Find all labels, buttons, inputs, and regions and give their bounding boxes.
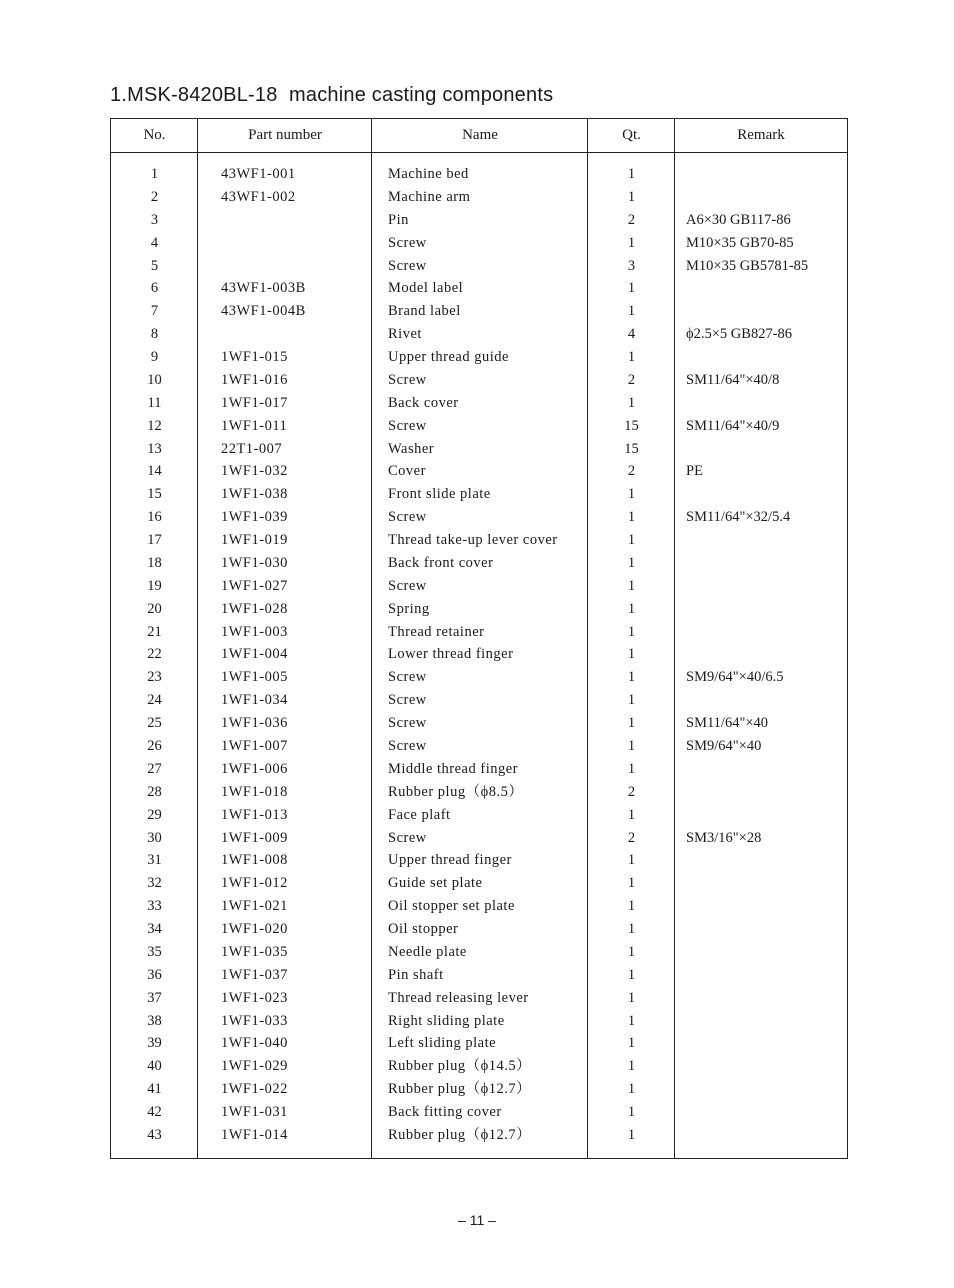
cell-no: 1 <box>150 166 159 182</box>
table-row <box>111 849 847 872</box>
cell-part-number: 1WF1-039 <box>221 509 288 526</box>
cell-part-number: 1WF1-036 <box>221 715 288 732</box>
cell-remark: M10×35 GB5781-85 <box>686 257 809 274</box>
cell-part-number: 1WF1-030 <box>221 554 288 571</box>
cell-qt: 1 <box>627 875 636 892</box>
cell-part-number: 1WF1-037 <box>221 966 288 983</box>
cell-name: Rivet <box>388 326 422 343</box>
cell-no: 41 <box>147 1081 162 1098</box>
cell-no: 12 <box>147 417 162 434</box>
header-part-number: Part number <box>248 127 322 143</box>
cell-part-number: 1WF1-023 <box>221 989 288 1006</box>
cell-no: 33 <box>147 898 162 915</box>
cell-name: Rubber plug（ϕ12.7） <box>388 1126 532 1143</box>
cell-part-number: 43WF1-002 <box>221 188 296 205</box>
cell-qt: 1 <box>627 532 636 549</box>
cell-no: 6 <box>150 280 159 297</box>
cell-qt: 1 <box>627 486 636 503</box>
cell-remark: SM3/16"×28 <box>686 829 762 846</box>
cell-no: 9 <box>150 349 159 366</box>
cell-name: Cover <box>388 463 426 480</box>
table-row <box>111 255 847 278</box>
cell-name: Brand label <box>388 303 461 320</box>
cell-remark: ϕ2.5×5 GB827-86 <box>686 326 793 343</box>
cell-part-number: 1WF1-011 <box>221 417 288 434</box>
table-row <box>111 987 847 1010</box>
cell-name: Screw <box>388 371 427 388</box>
cell-name: Lower thread finger <box>388 646 514 663</box>
cell-name: Screw <box>388 692 427 709</box>
table-row <box>111 415 847 438</box>
cell-no: 25 <box>147 715 162 732</box>
cell-remark: PE <box>686 463 703 480</box>
cell-qt: 1 <box>627 623 636 640</box>
table-row <box>111 941 847 964</box>
cell-qt: 1 <box>627 234 636 251</box>
cell-no: 43 <box>147 1126 162 1143</box>
cell-no: 17 <box>147 532 162 549</box>
cell-qt: 2 <box>627 829 636 846</box>
cell-no: 11 <box>147 394 162 411</box>
cell-no: 23 <box>147 669 162 686</box>
cell-remark: A6×30 GB117-86 <box>686 211 791 228</box>
cell-part-number: 43WF1-004B <box>221 303 306 320</box>
cell-qt: 1 <box>627 989 636 1006</box>
cell-qt: 1 <box>627 1035 636 1052</box>
cell-qt: 1 <box>627 166 636 182</box>
cell-name: Back cover <box>388 394 459 411</box>
cell-no: 34 <box>147 921 162 938</box>
cell-qt: 1 <box>627 898 636 915</box>
cell-name: Right sliding plate <box>388 1012 505 1029</box>
cell-no: 39 <box>147 1035 162 1052</box>
cell-part-number: 1WF1-019 <box>221 532 288 549</box>
cell-no: 15 <box>147 486 162 503</box>
cell-name: Face plaft <box>388 806 451 823</box>
table-row <box>111 827 847 850</box>
cell-name: Back front cover <box>388 554 494 571</box>
cell-remark: SM9/64"×40/6.5 <box>686 669 784 686</box>
table-row <box>111 712 847 735</box>
cell-qt: 15 <box>624 417 639 434</box>
cell-name: Oil stopper set plate <box>388 898 515 915</box>
cell-no: 7 <box>150 303 159 320</box>
table-row <box>111 1078 847 1101</box>
cell-no: 38 <box>147 1012 162 1029</box>
table-row <box>111 1101 847 1124</box>
parts-table <box>110 118 848 1159</box>
table-row <box>111 804 847 827</box>
cell-part-number: 1WF1-021 <box>221 898 288 915</box>
cell-qt: 2 <box>627 783 636 800</box>
cell-qt: 1 <box>627 692 636 709</box>
cell-qt: 1 <box>627 1081 636 1098</box>
table-row <box>111 277 847 300</box>
table-row <box>111 460 847 483</box>
page-title: 1.MSK-8420BL-18 machine casting components <box>110 84 554 106</box>
cell-qt: 1 <box>627 669 636 686</box>
cell-qt: 2 <box>627 211 636 228</box>
cell-part-number: 43WF1-003B <box>221 280 306 297</box>
cell-no: 20 <box>147 600 162 617</box>
cell-part-number: 1WF1-032 <box>221 463 288 480</box>
cell-qt: 1 <box>627 394 636 411</box>
cell-part-number: 1WF1-006 <box>221 760 288 777</box>
table-row <box>111 346 847 369</box>
cell-name: Machine arm <box>388 188 471 205</box>
cell-no: 30 <box>147 829 162 846</box>
cell-no: 8 <box>150 326 159 343</box>
cell-part-number: 43WF1-001 <box>221 166 296 182</box>
cell-qt: 1 <box>627 600 636 617</box>
cell-qt: 1 <box>627 188 636 205</box>
cell-remark: SM11/64"×40 <box>686 715 769 732</box>
cell-part-number: 1WF1-038 <box>221 486 288 503</box>
cell-name: Rubber plug（ϕ14.5） <box>388 1058 532 1075</box>
cell-qt: 1 <box>627 1058 636 1075</box>
cell-name: Thread retainer <box>388 623 485 640</box>
table-row <box>111 621 847 644</box>
cell-qt: 1 <box>627 966 636 983</box>
table-row <box>111 209 847 232</box>
cell-part-number: 1WF1-003 <box>221 623 288 640</box>
cell-name: Rubber plug（ϕ12.7） <box>388 1081 532 1098</box>
cell-no: 31 <box>147 852 162 869</box>
table-row <box>111 300 847 323</box>
table-row <box>111 552 847 575</box>
cell-name: Guide set plate <box>388 875 483 892</box>
cell-part-number: 1WF1-029 <box>221 1058 288 1075</box>
table-row <box>111 392 847 415</box>
cell-qt: 1 <box>627 577 636 594</box>
table-row <box>111 964 847 987</box>
cell-qt: 1 <box>627 303 636 320</box>
cell-qt: 1 <box>627 806 636 823</box>
table-header <box>111 119 847 153</box>
cell-part-number: 1WF1-004 <box>221 646 288 663</box>
cell-part-number: 1WF1-020 <box>221 921 288 938</box>
table-row <box>111 758 847 781</box>
cell-no: 14 <box>147 463 162 480</box>
cell-name: Screw <box>388 829 427 846</box>
cell-qt: 1 <box>627 646 636 663</box>
table-row <box>111 735 847 758</box>
cell-no: 37 <box>147 989 162 1006</box>
cell-no: 16 <box>147 509 162 526</box>
cell-remark: SM11/64"×32/5.4 <box>686 509 791 526</box>
cell-no: 26 <box>147 738 162 754</box>
cell-name: Front slide plate <box>388 486 491 503</box>
cell-name: Screw <box>388 715 427 732</box>
cell-no: 4 <box>150 234 159 251</box>
cell-name: Upper thread finger <box>388 852 512 869</box>
cell-remark: SM9/64"×40 <box>686 738 762 754</box>
cell-part-number: 1WF1-034 <box>221 692 288 709</box>
table-row <box>111 438 847 461</box>
header-qt: Qt. <box>622 127 641 143</box>
cell-qt: 1 <box>627 1104 636 1121</box>
cell-qt: 1 <box>627 554 636 571</box>
cell-qt: 1 <box>627 760 636 777</box>
cell-name: Needle plate <box>388 943 467 960</box>
cell-no: 13 <box>147 440 162 457</box>
cell-part-number: 1WF1-028 <box>221 600 288 617</box>
cell-name: Machine bed <box>388 166 469 182</box>
cell-no: 40 <box>147 1058 162 1075</box>
cell-qt: 3 <box>627 257 636 274</box>
cell-name: Back fitting cover <box>388 1104 502 1121</box>
cell-qt: 1 <box>627 921 636 938</box>
cell-remark: SM11/64"×40/8 <box>686 371 780 388</box>
cell-part-number: 1WF1-031 <box>221 1104 288 1121</box>
cell-name: Thread take-up lever cover <box>388 532 558 549</box>
table-row <box>111 323 847 346</box>
table-row <box>111 1055 847 1078</box>
cell-no: 21 <box>147 623 162 640</box>
cell-part-number: 1WF1-005 <box>221 669 288 686</box>
cell-no: 36 <box>147 966 162 983</box>
cell-remark: SM11/64"×40/9 <box>686 417 780 434</box>
cell-name: Screw <box>388 577 427 594</box>
cell-qt: 1 <box>627 509 636 526</box>
cell-no: 24 <box>147 692 162 709</box>
cell-no: 3 <box>150 211 159 228</box>
table-row <box>111 483 847 506</box>
cell-name: Screw <box>388 738 427 754</box>
header-remark: Remark <box>737 127 785 143</box>
cell-name: Washer <box>388 440 435 457</box>
cell-name: Thread releasing lever <box>388 989 529 1006</box>
cell-part-number: 22T1-007 <box>221 440 283 457</box>
table-row <box>111 781 847 804</box>
cell-qt: 1 <box>627 349 636 366</box>
table-row <box>111 163 847 186</box>
cell-name: Screw <box>388 257 427 274</box>
cell-remark: M10×35 GB70-85 <box>686 234 794 251</box>
table-row <box>111 895 847 918</box>
table-row <box>111 529 847 552</box>
cell-no: 19 <box>147 577 162 594</box>
cell-name: Pin shaft <box>388 966 444 983</box>
cell-part-number: 1WF1-008 <box>221 852 288 869</box>
table-row <box>111 689 847 712</box>
cell-no: 18 <box>147 554 162 571</box>
table-row <box>111 1032 847 1055</box>
cell-qt: 4 <box>627 326 636 343</box>
table-row <box>111 506 847 529</box>
cell-qt: 2 <box>627 371 636 388</box>
cell-qt: 1 <box>627 1126 636 1143</box>
cell-name: Screw <box>388 509 427 526</box>
cell-no: 29 <box>147 806 162 823</box>
cell-part-number: 1WF1-015 <box>221 349 288 366</box>
header-no: No. <box>143 127 166 143</box>
cell-no: 5 <box>150 257 159 274</box>
cell-qt: 1 <box>627 715 636 732</box>
cell-name: Left sliding plate <box>388 1035 497 1052</box>
cell-part-number: 1WF1-040 <box>221 1035 288 1052</box>
table-row <box>111 186 847 209</box>
cell-part-number: 1WF1-013 <box>221 806 288 823</box>
cell-part-number: 1WF1-016 <box>221 371 288 388</box>
cell-no: 28 <box>147 783 162 800</box>
cell-no: 2 <box>150 188 159 205</box>
cell-part-number: 1WF1-007 <box>221 738 288 754</box>
cell-part-number: 1WF1-035 <box>221 943 288 960</box>
table-row <box>111 1124 847 1147</box>
cell-part-number: 1WF1-022 <box>221 1081 288 1098</box>
cell-name: Rubber plug（ϕ8.5） <box>388 783 524 800</box>
cell-no: 32 <box>147 875 162 892</box>
cell-name: Oil stopper <box>388 921 459 938</box>
cell-part-number: 1WF1-012 <box>221 875 288 892</box>
cell-qt: 1 <box>627 738 636 754</box>
cell-part-number: 1WF1-014 <box>221 1126 288 1143</box>
table-row <box>111 918 847 941</box>
cell-part-number: 1WF1-033 <box>221 1012 288 1029</box>
table-row <box>111 643 847 666</box>
cell-qt: 15 <box>624 440 639 457</box>
cell-qt: 1 <box>627 1012 636 1029</box>
cell-name: Screw <box>388 669 427 686</box>
cell-name: Spring <box>388 600 430 617</box>
table-row <box>111 232 847 255</box>
cell-part-number: 1WF1-017 <box>221 394 288 411</box>
cell-no: 27 <box>147 760 162 777</box>
cell-name: Model label <box>388 280 464 297</box>
cell-name: Screw <box>388 417 427 434</box>
cell-no: 42 <box>147 1104 162 1121</box>
cell-name: Screw <box>388 234 427 251</box>
cell-name: Middle thread finger <box>388 760 518 777</box>
cell-no: 35 <box>147 943 162 960</box>
cell-name: Upper thread guide <box>388 349 509 366</box>
cell-name: Pin <box>388 211 409 228</box>
table-row <box>111 666 847 689</box>
cell-part-number: 1WF1-018 <box>221 783 288 800</box>
cell-part-number: 1WF1-027 <box>221 577 288 594</box>
cell-qt: 1 <box>627 943 636 960</box>
cell-no: 10 <box>147 371 162 388</box>
cell-qt: 1 <box>627 852 636 869</box>
cell-qt: 1 <box>627 280 636 297</box>
cell-no: 22 <box>147 646 162 663</box>
table-row <box>111 369 847 392</box>
page-number: – 11 – <box>458 1212 496 1228</box>
header-name: Name <box>462 127 498 143</box>
table-row <box>111 598 847 621</box>
cell-part-number: 1WF1-009 <box>221 829 288 846</box>
table-row <box>111 575 847 598</box>
table-row <box>111 872 847 895</box>
cell-qt: 2 <box>627 463 636 480</box>
table-row <box>111 1010 847 1033</box>
